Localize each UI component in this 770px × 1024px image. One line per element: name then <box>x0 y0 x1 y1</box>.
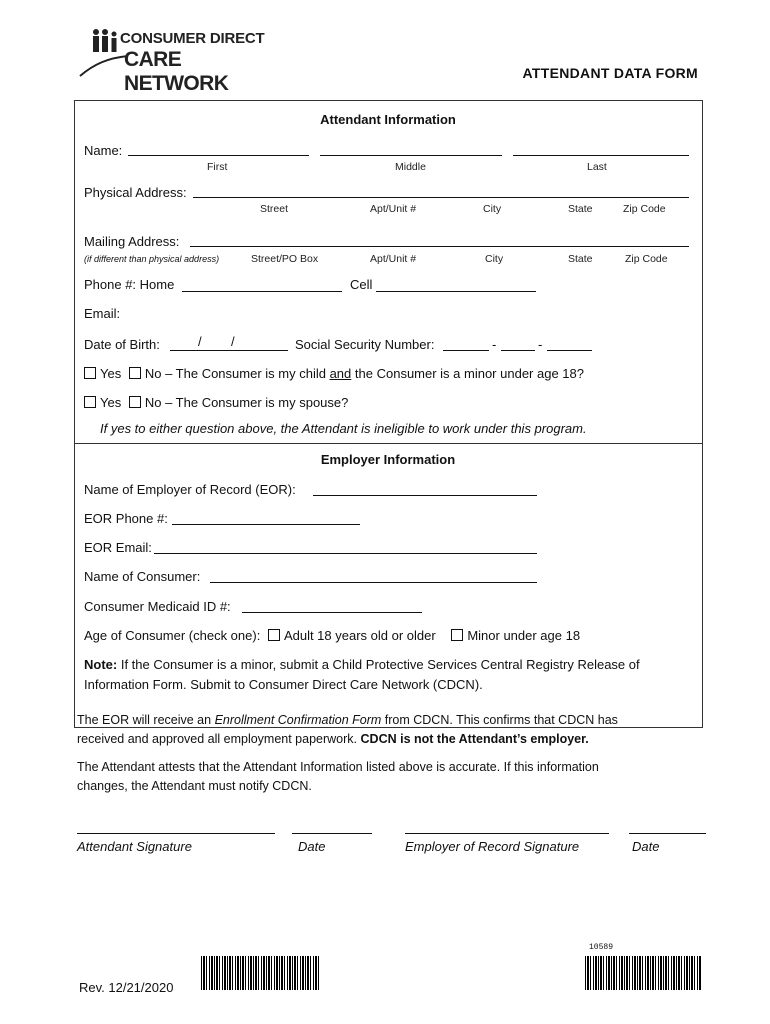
child-rest: the Consumer is a minor under age 18? <box>354 366 584 381</box>
date2-label: Date <box>632 839 660 854</box>
physical-address-field[interactable] <box>193 197 689 198</box>
p1-post: from CDCN. This confirms that CDCN has <box>384 713 618 727</box>
attendant-signature-field[interactable] <box>77 833 275 834</box>
note-bold: Note: <box>84 657 118 672</box>
child-question <box>84 366 584 381</box>
adult-option: Adult 18 years old or older <box>283 628 436 643</box>
ssn-field-2[interactable] <box>501 350 535 351</box>
dob-separator-1: / <box>198 334 202 349</box>
paragraph-2-line1: The Attendant attests that the Attendant Information listed above is accurate. If this information <box>77 760 599 774</box>
barcode-right <box>585 956 702 990</box>
eor-signature-label: Employer of Record Signature <box>405 839 580 854</box>
eor-name-field[interactable] <box>313 495 537 496</box>
last-name-field[interactable] <box>513 155 689 156</box>
first-sublabel: First <box>207 161 228 173</box>
ssn-field-3[interactable] <box>547 350 592 351</box>
cell-field[interactable] <box>376 291 536 292</box>
mailing-address-label: Mailing Address: <box>84 234 180 249</box>
spouse-yes-checkbox[interactable] <box>84 396 96 408</box>
eor-phone-field[interactable] <box>172 524 360 525</box>
zip-sublabel: Zip Code <box>623 203 666 215</box>
p1-pre: The EOR will receive an <box>77 713 212 727</box>
date1-label: Date <box>298 839 326 854</box>
p1-line2-pre: received and approved all employment paperwork. <box>77 732 358 746</box>
p1-italic: Enrollment Confirmation Form <box>214 713 382 727</box>
logo-line1: CONSUMER DIRECT <box>120 30 265 47</box>
mailing-city-sublabel: City <box>485 253 504 265</box>
city-sublabel: City <box>483 203 502 215</box>
consumer-name-label: Name of Consumer: <box>84 569 201 584</box>
spouse-no-checkbox[interactable] <box>129 396 141 408</box>
last-sublabel: Last <box>587 161 607 173</box>
first-name-field[interactable] <box>128 155 309 156</box>
note-line1 <box>84 657 640 672</box>
state-sublabel: State <box>568 203 593 215</box>
age-label: Age of Consumer (check one): <box>84 628 261 643</box>
ssn-label: Social Security Number: <box>295 337 435 352</box>
dob-label: Date of Birth: <box>84 337 160 352</box>
date1-field[interactable] <box>292 833 372 834</box>
email-label: Email: <box>84 306 121 321</box>
logo <box>78 26 268 95</box>
child-no-checkbox[interactable] <box>129 367 141 379</box>
mailing-note: (if different than physical address) <box>84 254 220 264</box>
paragraph-2-line2: changes, the Attendant must notify CDCN. <box>77 779 312 793</box>
dob-field[interactable] <box>170 350 288 351</box>
attendant-heading: Attendant Information <box>320 112 456 127</box>
section-divider <box>74 443 702 444</box>
paragraph-1-line2 <box>77 730 717 749</box>
mailing-state-sublabel: State <box>568 253 593 265</box>
eor-name-label: Name of Employer of Record (EOR): <box>84 482 296 497</box>
logo-line2: CARE NETWORK <box>124 48 229 95</box>
street-sublabel: Street <box>260 203 289 215</box>
medicaid-field[interactable] <box>242 612 422 613</box>
mailing-address-field[interactable] <box>190 246 689 247</box>
ssn-dash-2: - <box>538 337 543 352</box>
child-no-label: No – The Consumer is my child <box>144 366 326 381</box>
spouse-question <box>84 395 348 410</box>
cell-label: Cell <box>350 277 373 292</box>
paragraph-1-line1 <box>77 711 717 730</box>
eor-email-field[interactable] <box>154 553 537 554</box>
barcode-left <box>201 956 319 990</box>
age-row <box>84 628 580 643</box>
apt-sublabel: Apt/Unit # <box>370 203 417 215</box>
phone-home-field[interactable] <box>182 291 342 292</box>
logo-swoosh <box>78 50 138 78</box>
medicaid-label: Consumer Medicaid ID #: <box>84 599 231 614</box>
child-and: and <box>329 366 352 381</box>
middle-name-field[interactable] <box>320 155 502 156</box>
form-number: 10589 <box>589 943 614 952</box>
employer-heading: Employer Information <box>320 452 456 467</box>
spouse-yes-label: Yes <box>100 395 122 410</box>
paragraph-2 <box>77 758 717 796</box>
ssn-field-1[interactable] <box>443 350 489 351</box>
name-label: Name: <box>84 143 123 158</box>
note-text-1: If the Consumer is a minor, submit a Child Protective Services Central Registry Release of <box>120 657 640 672</box>
consumer-name-field[interactable] <box>210 582 537 583</box>
ssn-dash-1: - <box>492 337 497 352</box>
spouse-no-label: No – The Consumer is my spouse? <box>144 395 349 410</box>
minor-checkbox[interactable] <box>451 629 463 641</box>
eor-email-label: EOR Email: <box>84 540 152 555</box>
revision-date: Rev. 12/21/2020 <box>79 980 174 995</box>
note-line2: Information Form. Submit to Consumer Direct Care Network (CDCN). <box>84 677 483 692</box>
p1-line2-bold: CDCN is not the Attendant’s employer. <box>360 732 589 746</box>
child-yes-checkbox[interactable] <box>84 367 96 379</box>
adult-checkbox[interactable] <box>268 629 280 641</box>
form-title: ATTENDANT DATA FORM <box>522 65 698 81</box>
phone-home-label: Phone #: Home <box>84 277 175 292</box>
eor-phone-label: EOR Phone #: <box>84 511 168 526</box>
eor-signature-field[interactable] <box>405 833 609 834</box>
mailing-street-sublabel: Street/PO Box <box>251 253 319 265</box>
paragraph-1 <box>77 711 717 749</box>
attendant-signature-label: Attendant Signature <box>77 839 192 854</box>
physical-address-label: Physical Address: <box>84 185 187 200</box>
dob-separator-2: / <box>231 334 235 349</box>
mailing-apt-sublabel: Apt/Unit # <box>370 253 417 265</box>
child-yes-label: Yes <box>100 366 122 381</box>
middle-sublabel: Middle <box>395 161 426 173</box>
mailing-zip-sublabel: Zip Code <box>625 253 668 265</box>
minor-option: Minor under age 18 <box>467 628 581 643</box>
ineligible-note: If yes to either question above, the Attendant is ineligible to work under this program. <box>100 421 587 436</box>
date2-field[interactable] <box>629 833 706 834</box>
